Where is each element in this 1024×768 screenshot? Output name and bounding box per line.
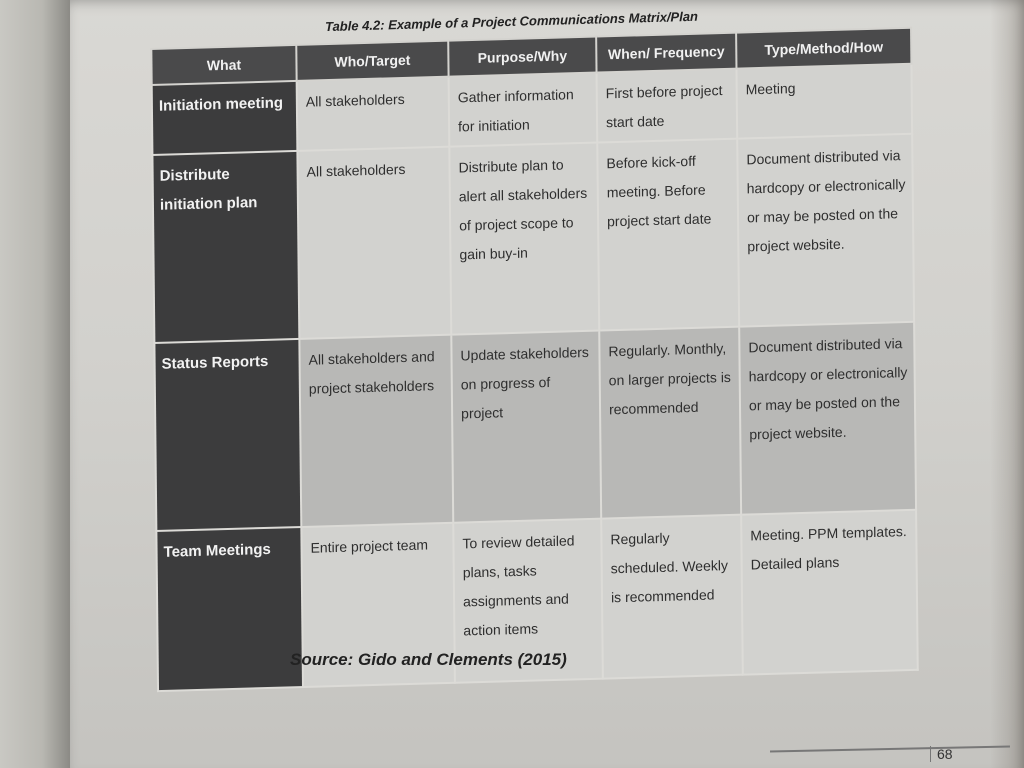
communications-matrix-table: [150, 27, 918, 692]
cell-who: Entire project team: [301, 523, 455, 687]
facing-page-edge: [0, 0, 70, 768]
cell-what: Status Reports: [154, 339, 301, 531]
table-row: [152, 134, 914, 343]
header-what: What: [151, 45, 296, 85]
cell-when: First before project start date: [597, 69, 738, 143]
header-how: Type/Method/How: [736, 28, 911, 69]
table-caption: Table 4.2: Example of a Project Communications Matrix/Plan: [324, 8, 699, 35]
cell-how: Document distributed via hardcopy or electronically or may be posted on the project website.: [737, 134, 914, 327]
header-purpose: Purpose/Why: [448, 37, 596, 77]
page-shadow: [990, 0, 1024, 768]
cell-how: Meeting: [736, 64, 912, 139]
cell-purpose: Update stakeholders on progress of project: [451, 331, 601, 523]
source-citation: Source: Gido and Clements (2015): [290, 650, 567, 669]
cell-who: All stakeholders and project stakeholders: [299, 335, 453, 527]
cell-how: Meeting. PPM templates. Detailed plans: [741, 510, 918, 675]
header-when: When/ Frequency: [596, 33, 736, 73]
page-number: 68: [930, 746, 953, 762]
cell-when: Regularly scheduled. Weekly is recommended: [601, 515, 743, 679]
page-content: [150, 0, 917, 718]
cell-what: Distribute initiation plan: [152, 151, 299, 343]
cell-how: Document distributed via hardcopy or electronically or may be posted on the project website.: [739, 322, 916, 515]
cell-purpose: Gather information for initiation: [449, 73, 598, 147]
cell-purpose: To review detailed plans, tasks assignments and action items: [453, 519, 603, 683]
cell-when: Before kick-off meeting. Before project start date: [597, 139, 739, 331]
cell-what: Team Meetings: [156, 527, 303, 691]
table-row: [154, 322, 916, 531]
header-who: Who/Target: [296, 41, 448, 81]
cell-purpose: Distribute plan to alert all stakeholders of project scope to gain buy-in: [449, 143, 599, 335]
cell-who: All stakeholders: [297, 147, 451, 339]
cell-when: Regularly. Monthly, on larger projects is recommended: [599, 327, 741, 519]
cell-who: All stakeholders: [297, 77, 450, 151]
cell-what: Initiation meeting: [152, 81, 298, 155]
